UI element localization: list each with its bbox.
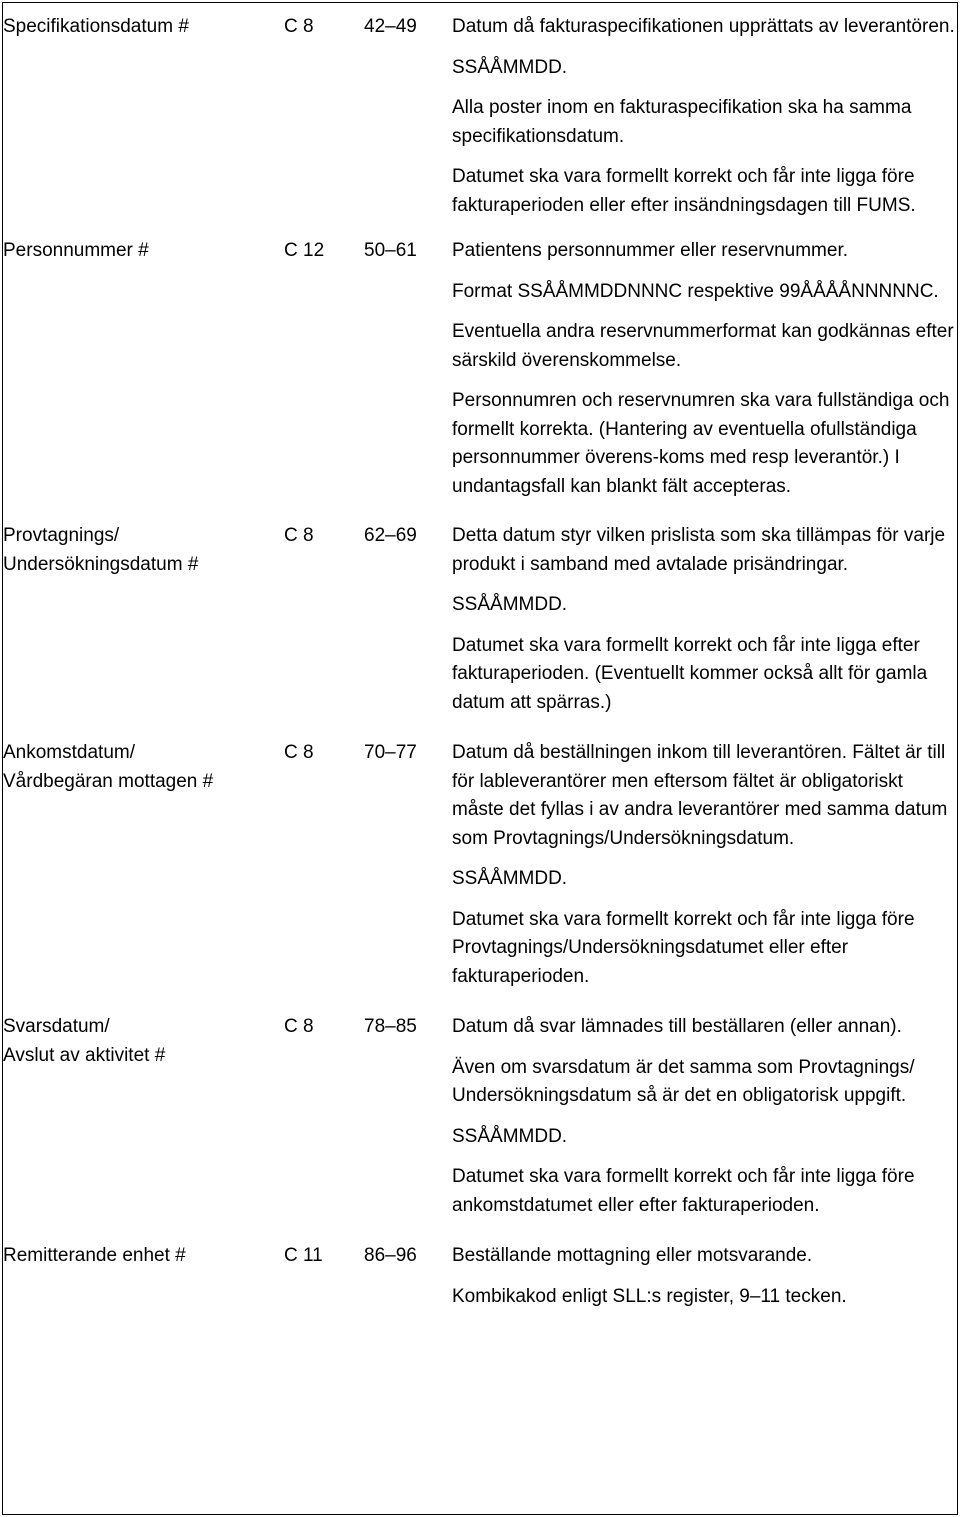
field-name-line: Vårdbegäran mottagen # xyxy=(3,770,214,792)
field-description: Datumet ska vara formellt korrekt och får inte ligga före Provtagnings/Undersökningsdatumet eller efter fakturaperioden. xyxy=(452,908,915,987)
table-row xyxy=(3,228,956,510)
field-name-line: Svarsdatum/ xyxy=(3,1016,110,1037)
field-description: Datumet ska vara formellt korrekt och får inte ligga före fakturaperioden eller efter insändningsdagen till FUMS. xyxy=(452,166,916,216)
field-type: C 8 xyxy=(284,16,314,37)
field-name: Personnummer # xyxy=(3,240,149,261)
field-type: C 8 xyxy=(284,525,314,546)
field-description: Format SSÅÅMMDDNNNC respektive 99ÅÅÅÅNNNNNC. xyxy=(452,280,939,302)
field-description: SSÅÅMMDD. xyxy=(452,1125,568,1147)
field-name-line: Undersökningsdatum # xyxy=(3,553,199,575)
field-description: Personnumren och reservnumren ska vara fullständiga och formellt korrekta. (Hantering av eventuella ofullständiga personnummer överens-koms med resp leverantör.) I undantagsfall kan blankt fält accepteras. xyxy=(452,390,950,497)
field-description: Beställande mottagning eller motsvarande. xyxy=(452,1245,813,1266)
field-position: 86–96 xyxy=(364,1245,417,1266)
field-type: C 8 xyxy=(284,1016,314,1037)
field-description: Eventuella andra reservnummerformat kan godkännas efter särskild överenskommelse. xyxy=(452,321,954,371)
field-spec-table xyxy=(3,3,956,1315)
table-row xyxy=(3,3,956,228)
field-description: SSÅÅMMDD. xyxy=(452,594,568,615)
field-description: Datumet ska vara formellt korrekt och får inte ligga före ankomstdatumet eller efter fakturaperioden. xyxy=(452,1166,915,1216)
field-description: SSÅÅMMDD. xyxy=(452,868,568,889)
field-name-line: Avslut av aktivitet # xyxy=(3,1044,166,1066)
field-name: Remitterande enhet # xyxy=(3,1245,186,1266)
field-name-line: Provtagnings/ xyxy=(3,525,120,546)
field-description: Detta datum styr vilken prislista som ska tillämpas för varje produkt i samband med avtalade prisändringar. xyxy=(452,525,946,575)
field-position: 50–61 xyxy=(364,240,417,261)
field-description: Datum då svar lämnades till beställaren (eller annan). xyxy=(452,1016,902,1037)
field-type: C 12 xyxy=(284,240,325,261)
field-description: Patientens personnummer eller reservnummer. xyxy=(452,240,849,261)
table-row xyxy=(3,510,956,728)
table-row xyxy=(3,1002,956,1231)
field-type: C 8 xyxy=(284,742,314,763)
field-name: Specifikationsdatum # xyxy=(3,16,189,37)
field-position: 62–69 xyxy=(364,525,417,546)
field-description: Datum då fakturaspecifikationen upprättats av leverantören. xyxy=(452,16,955,37)
field-name-line: Ankomstdatum/ xyxy=(3,742,135,763)
field-type: C 11 xyxy=(284,1245,323,1266)
table-row xyxy=(3,1231,956,1315)
field-description: Datumet ska vara formellt korrekt och får inte ligga efter fakturaperioden. (Eventuellt kommer också allt för gamla datum att spärras.) xyxy=(452,634,928,713)
table-row xyxy=(3,728,956,1002)
field-description: SSÅÅMMDD. xyxy=(452,56,568,78)
field-position: 42–49 xyxy=(364,16,417,37)
field-position: 70–77 xyxy=(364,742,417,763)
field-description: Även om svarsdatum är det samma som Provtagnings/ Undersökningsdatum så är det en obligatorisk uppgift. xyxy=(452,1056,915,1106)
field-description: Kombikakod enligt SLL:s register, 9–11 tecken. xyxy=(452,1285,847,1307)
field-position: 78–85 xyxy=(364,1016,417,1037)
field-description: Datum då beställningen inkom till leverantören. Fältet är till för lableverantörer men eftersom fältet är obligatoriskt måste det fyllas i av andra leverantörer med samma datum som Provtagnings/Undersökningsdatum. xyxy=(452,742,948,849)
field-description: Alla poster inom en fakturaspecifikation ska ha samma specifikationsdatum. xyxy=(452,97,912,147)
